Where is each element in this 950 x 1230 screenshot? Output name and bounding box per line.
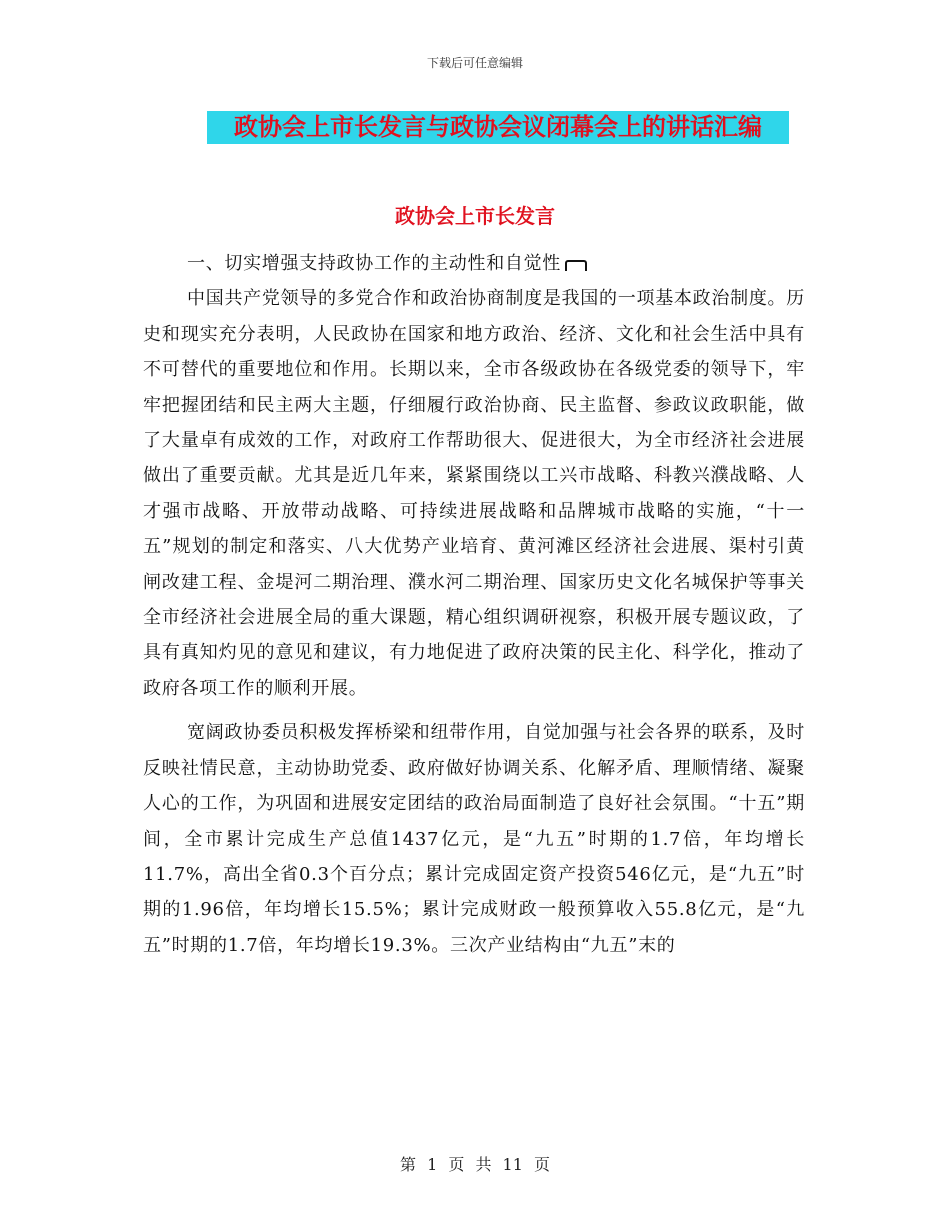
text-cursor-mark-icon: [565, 260, 587, 271]
document-title: 政协会上市长发言与政协会议闭幕会上的讲话汇编: [207, 111, 789, 144]
paragraph-2: 宽阔政协委员积极发挥桥梁和纽带作用，自觉加强与社会各界的联系，及时反映社情民意，主动协助党委、政府做好协调关系、化解矛盾、理顺情绪、凝聚人心的工作，为巩固和进展安定团结的政治局面制造了良好社会氛围。“十五”期间，全市累计完成生产总值1437亿元，是“九五”时期的1.7倍，年均增长11.7%，高出全省0.3个百分点；累计完成固定资产投资546亿元，是“九五”时期的1.96倍，年均增长15.5%；累计完成财政一般预算收入55.8亿元，是“九五”时期的1.7倍，年均增长19.3%。三次产业结构由“九五”末的: [143, 722, 805, 956]
page-footer: 第 1 页 共 11 页: [400, 1155, 550, 1174]
document-body: [143, 246, 805, 963]
section-heading: 一、切实增强支持政协工作的主动性和自觉性: [143, 246, 805, 281]
paragraph-1: 中国共产党领导的多党合作和政治协商制度是我国的一项基本政治制度。历史和现实充分表明，人民政协在国家和地方政治、经济、文化和社会生活中具有不可替代的重要地位和作用。长期以来，全市各级政协在各级党委的领导下，牢牢把握团结和民主两大主题，仔细履行政治协商、民主监督、参政议政职能，做了大量卓有成效的工作，对政府工作帮助很大、促进很大，为全市经济社会进展做出了重要贡献。尤其是近几年来，紧紧围绕以工兴市战略、科教兴濮战略、人才强市战略、开放带动战略、可持续进展战略和品牌城市战略的实施，“十一五”规划的制定和落实、八大优势产业培育、黄河滩区经济社会进展、渠村引黄闸改建工程、金堤河二期治理、濮水河二期治理、国家历史文化名城保护等事关全市经济社会进展全局的重大课题，精心组织调研视察，积极开展专题议政，了具有真知灼见的意见和建议，有力地促进了政府决策的民主化、科学化，推动了政府各项工作的顺利开展。: [143, 288, 805, 699]
page-header-note: 下载后可任意编辑: [426, 56, 523, 70]
section-title: 政协会上市长发言: [395, 204, 555, 228]
